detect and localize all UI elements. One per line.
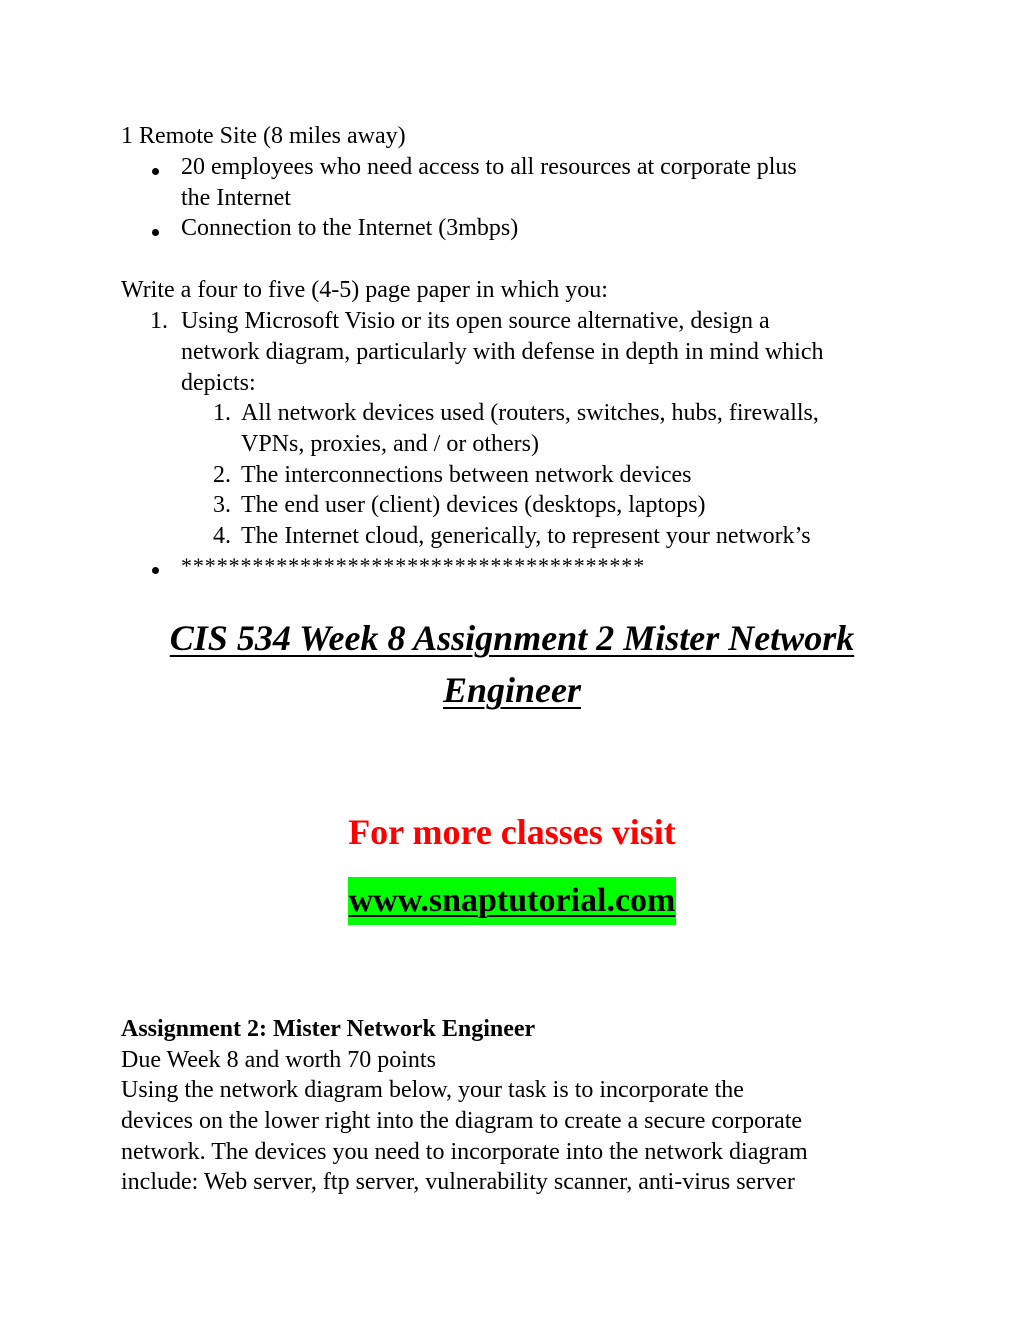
item-1-number: 1. [150,308,168,334]
promo-text: For more classes visit [348,812,676,852]
page-title-line1: CIS 534 Week 8 Assignment 2 Mister Network [169,618,855,658]
paper-intro: Write a four to five (4-5) page paper in which you: [121,277,608,303]
redacted-stars: *************************************** [181,553,646,578]
promo-link[interactable]: www.snaptutorial.com [348,877,677,925]
remote-site-heading: 1 Remote Site (8 miles away) [121,123,406,149]
subitem-3-number: 3. [213,492,231,518]
assignment-body-line1: Using the network diagram below, your task is to incorporate the [121,1077,744,1103]
assignment-body-line4: include: Web server, ftp server, vulnerability scanner, anti-virus server [121,1169,795,1195]
assignment-body-line2: devices on the lower right into the diagram to create a secure corporate [121,1108,803,1134]
bullet-item-2: Connection to the Internet (3mbps) [181,215,519,241]
item-1-line2: network diagram, particularly with defense in depth in mind which [181,339,824,365]
subitem-1-number: 1. [213,400,231,426]
item-1-line3: depicts: [181,370,256,396]
bullet-item-1-line2: the Internet [181,185,291,211]
bullet-icon [152,229,159,236]
page-title-line2: Engineer [442,670,582,710]
item-1-line1: Using Microsoft Visio or its open source alternative, design a [181,308,770,334]
subitem-2-number: 2. [213,462,231,488]
subitem-1-line1: All network devices used (routers, switches, hubs, firewalls, [241,400,819,426]
subitem-4-line1: The Internet cloud, generically, to represent your network’s [241,523,811,549]
assignment-heading: Assignment 2: Mister Network Engineer [121,1016,536,1042]
subitem-1-line2: VPNs, proxies, and / or others) [241,431,539,457]
promo-link-wrap [0,877,1024,925]
subitem-2-line1: The interconnections between network devices [241,462,692,488]
bullet-icon [152,567,159,574]
bullet-item-1-line1: 20 employees who need access to all resources at corporate plus [181,154,797,180]
bullet-icon [152,168,159,175]
subitem-4-number: 4. [213,523,231,549]
assignment-body-line3: network. The devices you need to incorporate into the network diagram [121,1139,808,1165]
subitem-3-line1: The end user (client) devices (desktops, laptops) [241,492,706,518]
assignment-due: Due Week 8 and worth 70 points [121,1047,436,1073]
